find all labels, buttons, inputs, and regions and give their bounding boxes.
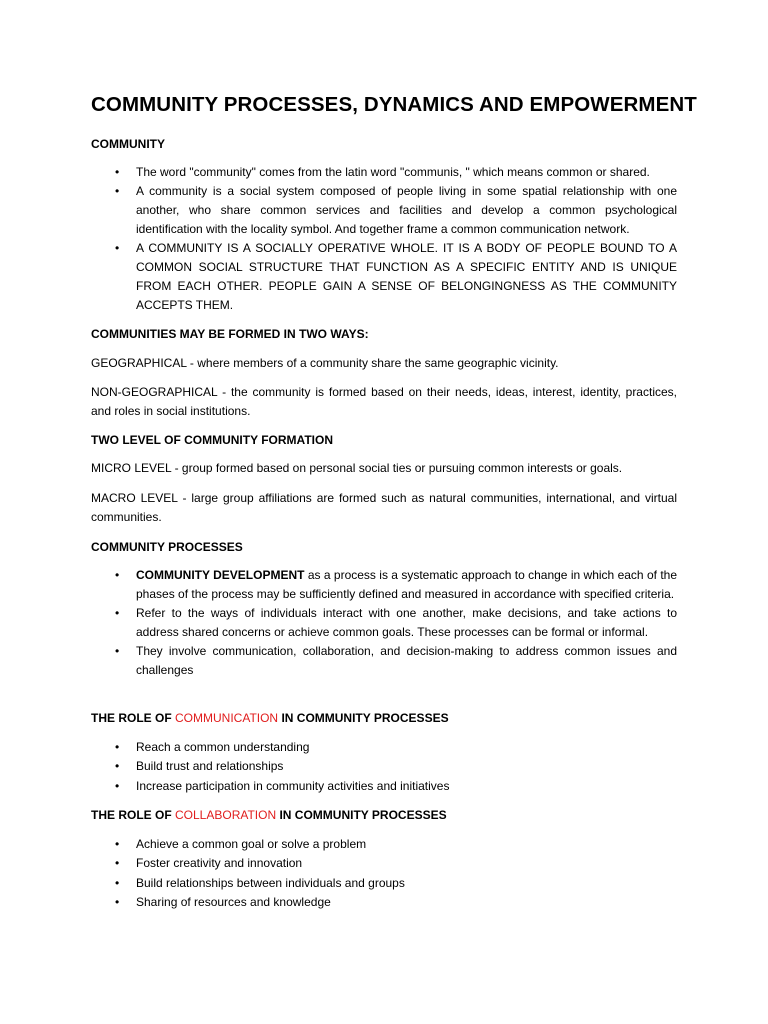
list-item: • Sharing of resources and knowledge: [91, 893, 677, 912]
paragraph-macro-level: MACRO LEVEL - large group affiliations are formed such as natural communities, international, and virtual communities.: [91, 491, 677, 524]
bullet-icon: •: [115, 644, 120, 658]
heading-levels: TWO LEVEL OF COMMUNITY FORMATION: [91, 433, 333, 447]
bullet-icon: •: [115, 837, 120, 851]
list-item: • COMMUNITY DEVELOPMENT as a process is a systematic approach to change in which each of the phases of the process may be sufficiently defined and measured in accordance with specified criteria.: [115, 568, 677, 601]
bullet-icon: •: [115, 875, 120, 890]
bullet-icon: •: [115, 568, 120, 582]
list-item: • Build relationships between individuals and groups: [91, 874, 677, 893]
list-item: • Foster creativity and innovation: [91, 854, 677, 873]
paragraph-micro-level: MICRO LEVEL - group formed based on personal social ties or pursuing common interests or goals.: [91, 461, 623, 475]
heading-processes: COMMUNITY PROCESSES: [91, 540, 243, 554]
paragraph-non-geographical: NON-GEOGRAPHICAL - the community is formed based on their needs, ideas, interest, identity, practices, and roles in social institutions.: [91, 385, 677, 418]
list-item: • The word "community" comes from the latin word "communis, " which means common or shared.: [91, 163, 677, 182]
community-bullet-list: [91, 163, 677, 315]
list-item: • Refer to the ways of individuals interact with one another, make decisions, and take actions to address shared concerns or achieve common goals. These processes can be formal or informal.: [115, 606, 677, 639]
highlight-communication: COMMUNICATION: [175, 711, 279, 725]
list-item: • Achieve a common goal or solve a problem: [91, 835, 677, 854]
processes-bullet-list: [91, 566, 677, 680]
page-title: COMMUNITY PROCESSES, DYNAMICS AND EMPOWERMENT: [91, 93, 697, 116]
heading-collaboration: THE ROLE OF COLLABORATION IN COMMUNITY PROCESSES: [91, 808, 447, 822]
bullet-icon: •: [115, 895, 120, 910]
heading-community: COMMUNITY: [91, 137, 165, 151]
heading-formed: COMMUNITIES MAY BE FORMED IN TWO WAYS:: [91, 327, 369, 341]
bullet-icon: •: [115, 184, 120, 198]
heading-communication: THE ROLE OF COMMUNICATION IN COMMUNITY PROCESSES: [91, 711, 449, 725]
list-item: • Reach a common understanding: [91, 738, 677, 757]
list-item: • Increase participation in community activities and initiatives: [91, 777, 677, 796]
bullet-icon: •: [115, 241, 120, 255]
bullet-icon: •: [115, 165, 120, 179]
bullet-icon: •: [115, 856, 120, 871]
bullet-icon: •: [115, 606, 120, 620]
list-item: • Build trust and relationships: [91, 757, 677, 776]
paragraph-geographical: GEOGRAPHICAL - where members of a community share the same geographic vicinity.: [91, 356, 559, 370]
bullet-icon: •: [115, 778, 120, 793]
list-item: • They involve communication, collaboration, and decision-making to address common issues and challenges: [115, 644, 677, 677]
list-item: • A community is a social system composed of people living in some spatial relationship with one another, who share common services and facilities and develop a common psychological identification with the locality symbol. And together frame a common communication network.: [115, 184, 677, 236]
communication-bullet-list: [91, 738, 677, 796]
bullet-icon: •: [115, 759, 120, 774]
highlight-collaboration: COLLABORATION: [175, 808, 277, 822]
collaboration-bullet-list: [91, 835, 677, 913]
list-item: • A COMMUNITY IS A SOCIALLY OPERATIVE WHOLE. IT IS A BODY OF PEOPLE BOUND TO A COMMON SOCIAL STRUCTURE THAT FUNCTION AS A SPECIFIC ENTITY AND IS UNIQUE FROM EACH OTHER. PEOPLE GAIN A SENSE OF BELONGINGNESS AS THE COMMUNITY ACCEPTS THEM.: [115, 241, 677, 312]
bullet-icon: •: [115, 740, 120, 754]
